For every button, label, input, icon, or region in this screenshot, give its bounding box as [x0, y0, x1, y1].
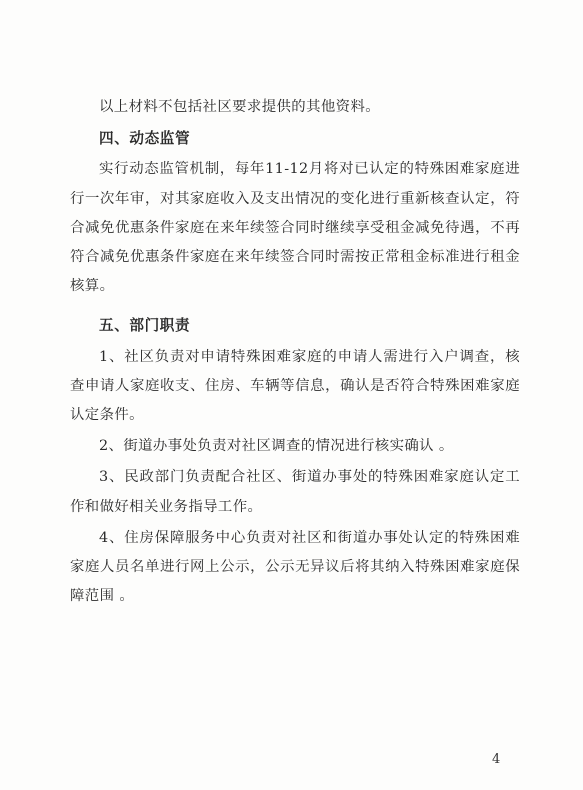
page-number: 4 [492, 752, 501, 767]
paragraph-duty-civil-affairs: 3、民政部门负责配合社区、街道办事处的特殊困难家庭认定工作和做好相关业务指导工作。 [70, 469, 520, 515]
paragraph-duty-subdistrict: 2、街道办事处负责对社区调查的情况进行核实确认 。 [99, 438, 454, 455]
paragraph-duty-housing-center: 4、住房保障服务中心负责对社区和街道办事处认定的特殊困难家庭人员名单进行网上公示，公示无异议后将其纳入特殊困难家庭保障范围 。 [70, 529, 520, 605]
heading-department-duties: 五、部门职责 [99, 317, 191, 335]
paragraph-materials-note: 以上材料不包括社区要求提供的其他资料。 [99, 99, 381, 115]
document-body [70, 93, 520, 611]
paragraph-duty-community: 1、社区负责对申请特殊困难家庭的申请人需进行入户调查，核查申请人家庭收支、住房、车辆等信息，确认是否符合特殊困难家庭认定条件。 [70, 348, 520, 424]
heading-dynamic-supervision: 四、动态监管 [99, 130, 191, 148]
paragraph-dynamic-supervision: 实行动态监管机制，每年11-12月将对已认定的特殊困难家庭进行一次年审，对其家庭收入及支出情况的变化进行重新核查认定，符合减免优惠条件家庭在来年续签合同时继续享受租金减免待遇，不再符合减免优惠条件家庭在来年续签合同时需按正常租金标准进行租金核算。 [70, 161, 520, 295]
